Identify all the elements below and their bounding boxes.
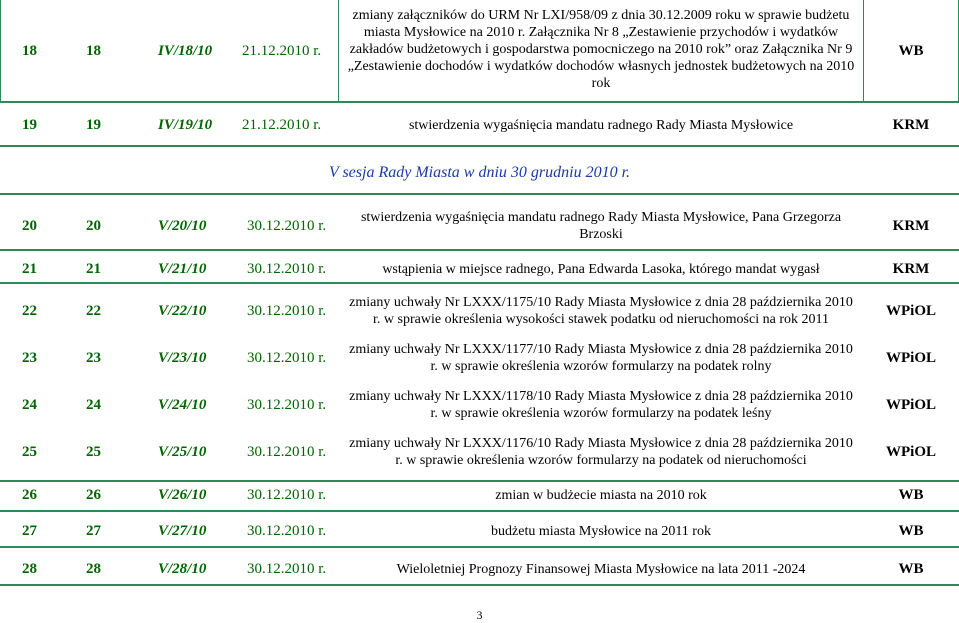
row-divider — [0, 193, 959, 195]
resolution-ref: V/28/10 — [158, 561, 207, 577]
department-code: WPiOL — [885, 350, 936, 366]
resolution-ref: V/27/10 — [158, 523, 207, 539]
resolution-date: 21.12.2010 r. — [242, 43, 322, 59]
row-number-2: 27 — [86, 523, 101, 539]
row-divider — [0, 510, 959, 512]
row-number: 28 — [22, 561, 37, 577]
resolution-description: Wieloletniej Prognozy Finansowej Miasta Mysłowice na lata 2011 -2024 — [396, 562, 806, 577]
department-code: WB — [898, 523, 924, 539]
resolution-description: zmiany uchwały Nr LXXX/1178/10 Rady Miasta Mysłowice z dnia 28 października 2010 r. w sprawie określenia wzorów formularzy na podatek leśny — [349, 389, 853, 421]
resolution-description: zmiany uchwały Nr LXXX/1177/10 Rady Miasta Mysłowice z dnia 28 października 2010 r. w sprawie określenia wzorów formularzy na podatek rolny — [349, 342, 853, 374]
resolution-date: 21.12.2010 r. — [242, 117, 322, 133]
resolution-date: 30.12.2010 r. — [247, 261, 327, 277]
resolution-ref: V/20/10 — [158, 218, 207, 234]
resolution-ref: IV/19/10 — [158, 117, 213, 133]
row-divider — [0, 249, 959, 251]
resolution-description: zmiany uchwały Nr LXXX/1175/10 Rady Miasta Mysłowice z dnia 28 października 2010 r. w sprawie określenia wysokości stawek podatku od nieruchomości na rok 2011 — [349, 295, 853, 327]
row-divider — [0, 145, 959, 147]
resolution-ref: V/22/10 — [158, 303, 207, 319]
row-divider — [0, 101, 959, 103]
row-divider — [0, 480, 959, 482]
row-number-2: 21 — [86, 261, 101, 277]
resolution-date: 30.12.2010 r. — [247, 523, 327, 539]
row-number: 20 — [22, 218, 37, 234]
row-number-2: 25 — [86, 444, 101, 460]
row-number: 19 — [22, 117, 37, 133]
resolution-description: zmiany załączników do URM Nr LXI/958/09 z dnia 30.12.2009 roku w sprawie budżetu miasta Mysłowice na 2010 r. Załącznika Nr 8 „Zestawienie przychodów i wydatków zakładów budżetowych i gospodarstwa pomocniczego na 2010 rok” oraz Załącznika Nr 9 „Zestawienie dochodów i wydatków dochodów własnych jednostek budżetowych na 2010 rok — [347, 8, 855, 91]
resolution-description: stwierdzenia wygaśnięcia mandatu radnego Rady Miasta Mysłowice, Pana Grzegorza Brzoski — [360, 210, 842, 242]
row-divider — [0, 546, 959, 548]
row-number-2: 20 — [86, 218, 101, 234]
resolution-ref: V/26/10 — [158, 487, 207, 503]
row-number: 26 — [22, 487, 37, 503]
resolution-description: zmian w budżecie miasta na 2010 rok — [495, 488, 707, 503]
resolution-ref: V/25/10 — [158, 444, 207, 460]
resolution-date: 30.12.2010 r. — [247, 350, 327, 366]
row-number-2: 19 — [86, 117, 101, 133]
row-number: 24 — [22, 397, 37, 413]
department-code: KRM — [892, 218, 930, 234]
row-number: 22 — [22, 303, 37, 319]
row-number-2: 18 — [86, 43, 101, 59]
row-number-2: 24 — [86, 397, 101, 413]
department-code: KRM — [892, 117, 930, 133]
row-number: 25 — [22, 444, 37, 460]
session-heading: V sesja Rady Miasta w dniu 30 grudniu 2010 r. — [328, 164, 631, 181]
row-number-2: 28 — [86, 561, 101, 577]
row-number: 27 — [22, 523, 37, 539]
department-code: WB — [898, 43, 924, 59]
department-code: WPiOL — [885, 397, 936, 413]
row-number-2: 22 — [86, 303, 101, 319]
row-number: 18 — [22, 43, 37, 59]
resolution-date: 30.12.2010 r. — [247, 561, 327, 577]
resolution-date: 30.12.2010 r. — [247, 218, 327, 234]
resolution-description: wstąpienia w miejsce radnego, Pana Edwarda Lasoka, którego mandat wygasł — [382, 262, 820, 277]
department-code: KRM — [892, 261, 930, 277]
row-number: 23 — [22, 350, 37, 366]
row-number-2: 26 — [86, 487, 101, 503]
department-code: WB — [898, 487, 924, 503]
row-divider — [0, 282, 959, 284]
resolution-date: 30.12.2010 r. — [247, 487, 327, 503]
row-divider — [0, 584, 959, 586]
resolution-date: 30.12.2010 r. — [247, 303, 327, 319]
resolution-description: budżetu miasta Mysłowice na 2011 rok — [491, 524, 711, 539]
page-number: 3 — [476, 608, 483, 622]
department-code: WPiOL — [885, 303, 936, 319]
resolution-description: stwierdzenia wygaśnięcia mandatu radnego Rady Miasta Mysłowice — [408, 118, 794, 133]
resolution-ref: V/21/10 — [158, 261, 207, 277]
row-number-2: 23 — [86, 350, 101, 366]
row-number: 21 — [22, 261, 37, 277]
resolution-date: 30.12.2010 r. — [247, 444, 327, 460]
resolution-date: 30.12.2010 r. — [247, 397, 327, 413]
resolution-ref: IV/18/10 — [158, 43, 213, 59]
resolution-ref: V/23/10 — [158, 350, 207, 366]
department-code: WB — [898, 561, 924, 577]
resolution-ref: V/24/10 — [158, 397, 207, 413]
resolution-description: zmiany uchwały Nr LXXX/1176/10 Rady Miasta Mysłowice z dnia 28 października 2010 r. w sprawie określenia wzorów formularzy na podatek od nieruchomości — [349, 436, 853, 468]
department-code: WPiOL — [885, 444, 936, 460]
